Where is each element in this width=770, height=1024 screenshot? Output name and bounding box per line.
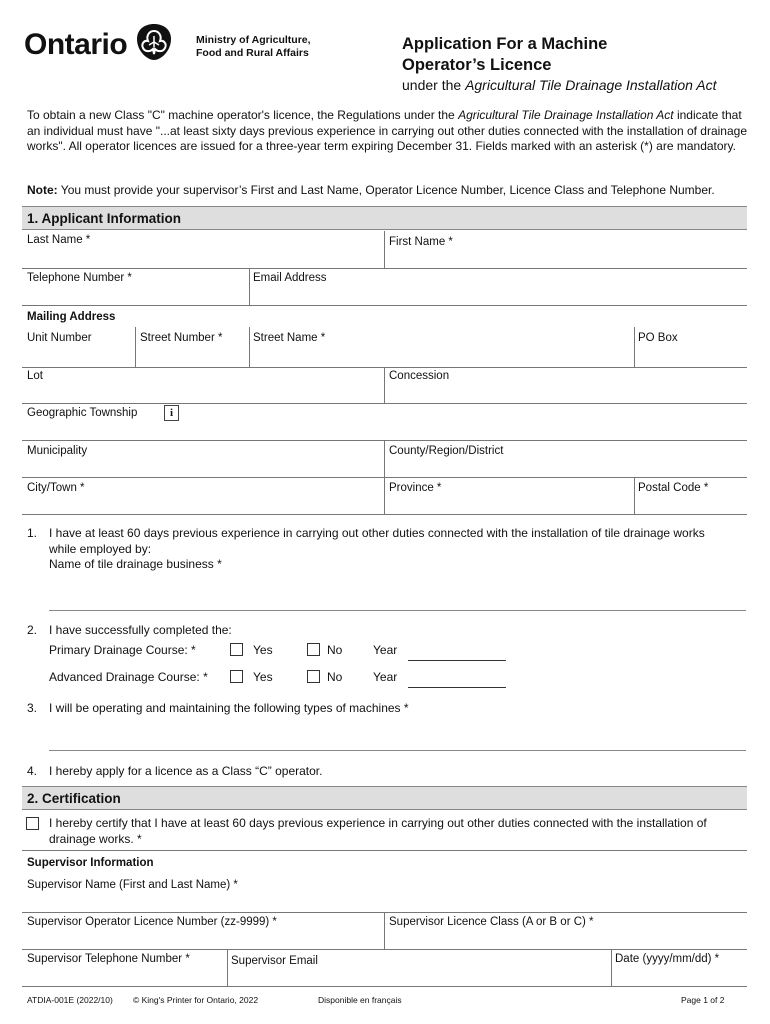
lot-label: Lot <box>27 370 43 382</box>
info-icon[interactable]: i <box>164 405 179 421</box>
first-name-label: First Name * <box>389 236 453 248</box>
telephone-field[interactable] <box>27 286 245 304</box>
supervisor-information-heading: Supervisor Information <box>27 857 154 869</box>
ontario-logo-text: Ontario <box>24 28 128 61</box>
divider <box>611 949 612 986</box>
primary-year-label: Year <box>373 643 398 657</box>
divider <box>384 231 385 269</box>
supervisor-email-field[interactable] <box>231 968 607 985</box>
concession-label: Concession <box>389 370 450 382</box>
primary-no-label: No <box>327 643 343 657</box>
province-label: Province * <box>389 482 442 494</box>
section-applicant-information: 1. Applicant Information <box>22 206 747 230</box>
unit-number-field[interactable] <box>27 347 131 365</box>
question-4-number: 4. <box>27 764 38 778</box>
advanced-course-label: Advanced Drainage Course: * <box>49 670 208 684</box>
divider <box>249 327 250 367</box>
street-number-label: Street Number * <box>140 332 223 344</box>
trillium-logo-icon <box>136 23 172 61</box>
divider <box>22 268 747 269</box>
supervisor-email-label: Supervisor Email <box>231 955 318 967</box>
advanced-year-label: Year <box>373 670 398 684</box>
last-name-label: Last Name * <box>27 234 91 246</box>
postal-code-field[interactable] <box>638 496 744 513</box>
concession-field[interactable] <box>389 384 744 402</box>
supervisor-licence-class-field[interactable] <box>389 931 744 948</box>
unit-number-label: Unit Number <box>27 332 92 344</box>
geographic-township-label: Geographic Township <box>27 407 138 419</box>
question-3-text: I will be operating and maintaining the following types of machines * <box>49 701 409 715</box>
divider <box>384 912 385 949</box>
divider <box>634 477 635 514</box>
divider <box>22 305 747 306</box>
underline <box>49 610 746 611</box>
primary-yes-label: Yes <box>253 643 273 657</box>
divider <box>249 268 250 305</box>
certify-checkbox[interactable] <box>26 817 39 830</box>
form-title: Application For a Machine Operator’s Licence <box>402 35 608 74</box>
underline <box>408 660 506 661</box>
city-town-label: City/Town * <box>27 482 85 494</box>
certify-statement: I hereby certify that I have at least 60 days previous experience in carrying out other duties connected with the installation of drainage works. * <box>49 816 707 846</box>
postal-code-label: Postal Code * <box>638 482 709 494</box>
primary-yes-checkbox[interactable] <box>230 643 243 656</box>
underline <box>408 687 506 688</box>
mailing-address-heading: Mailing Address <box>27 311 116 323</box>
copyright: © King's Printer for Ontario, 2022 <box>133 995 259 1005</box>
question-1-number: 1. <box>27 526 38 540</box>
supervisor-telephone-label: Supervisor Telephone Number * <box>27 953 190 965</box>
advanced-no-checkbox[interactable] <box>307 670 320 683</box>
supervisor-telephone-field[interactable] <box>27 968 223 985</box>
divider <box>384 367 385 403</box>
first-name-field[interactable] <box>389 249 744 267</box>
geographic-township-field[interactable] <box>190 406 744 436</box>
supervisor-licence-class-label: Supervisor Licence Class (A or B or C) * <box>389 916 594 928</box>
primary-no-checkbox[interactable] <box>307 643 320 656</box>
advanced-yes-checkbox[interactable] <box>230 670 243 683</box>
primary-year-field[interactable] <box>408 642 505 659</box>
po-box-field[interactable] <box>638 347 744 365</box>
question-2-text: I have successfully completed the: <box>49 623 232 637</box>
divider <box>384 440 385 477</box>
question-2-number: 2. <box>27 623 38 637</box>
last-name-field[interactable] <box>27 247 379 267</box>
county-region-district-field[interactable] <box>389 459 744 477</box>
ministry-name: Ministry of Agriculture, Food and Rural Affairs <box>196 34 311 59</box>
divider <box>22 986 747 987</box>
divider <box>22 514 747 515</box>
supervisor-licence-number-field[interactable] <box>27 931 379 948</box>
intro-paragraph: To obtain a new Class "C" machine operator's licence, the Regulations under the Agricultural Tile Drainage Installation Act indicate that an individual must have "...at least sixty days previous experience in carrying out other duties connected with the installation of drainage works". All operator licences are issued for a three-year term expiring December 31. Fields marked with an asterisk (*) are mandatory. <box>27 108 747 153</box>
machine-types-field[interactable] <box>49 720 744 748</box>
divider <box>634 327 635 367</box>
supervisor-licence-number-label: Supervisor Operator Licence Number (zz-9999) * <box>27 916 277 928</box>
supervisor-name-label: Supervisor Name (First and Last Name) * <box>27 879 238 891</box>
divider <box>22 850 747 851</box>
primary-course-label: Primary Drainage Course: * <box>49 643 196 657</box>
telephone-label: Telephone Number * <box>27 272 132 284</box>
divider <box>22 949 747 950</box>
question-4-text: I hereby apply for a licence as a Class “C” operator. <box>49 764 323 778</box>
question-3-number: 3. <box>27 701 38 715</box>
province-field[interactable] <box>389 496 629 513</box>
lot-field[interactable] <box>27 384 379 402</box>
street-number-field[interactable] <box>140 347 245 365</box>
supervisor-name-field[interactable] <box>27 893 744 911</box>
municipality-field[interactable] <box>27 459 379 477</box>
municipality-label: Municipality <box>27 445 88 457</box>
advanced-no-label: No <box>327 670 343 684</box>
advanced-year-field[interactable] <box>408 669 505 686</box>
street-name-label: Street Name * <box>253 332 326 344</box>
divider <box>227 949 228 986</box>
county-region-district-label: County/Region/District <box>389 445 504 457</box>
french-available-link[interactable]: Disponible en français <box>318 995 402 1005</box>
date-label: Date (yyyy/mm/dd) * <box>615 953 720 965</box>
email-field[interactable] <box>253 286 743 304</box>
divider <box>22 403 747 404</box>
advanced-yes-label: Yes <box>253 670 273 684</box>
form-id: ATDIA-001E (2022/10) <box>27 995 113 1005</box>
page-number: Page 1 of 2 <box>681 995 725 1005</box>
form-subtitle: under the Agricultural Tile Drainage Installation Act <box>402 77 717 93</box>
city-town-field[interactable] <box>27 496 379 513</box>
supervisor-note: Note: You must provide your supervisor’s First and Last Name, Operator Licence Number, Licence Class and Telephone Number. <box>27 183 715 197</box>
po-box-label: PO Box <box>638 332 678 344</box>
tile-drainage-business-field[interactable] <box>49 588 744 608</box>
street-name-field[interactable] <box>253 347 630 365</box>
divider <box>384 477 385 514</box>
date-field[interactable] <box>615 968 744 985</box>
divider <box>135 327 136 367</box>
section-certification: 2. Certification <box>22 786 747 810</box>
underline <box>49 750 746 751</box>
email-label: Email Address <box>253 272 327 284</box>
question-1-text: I have at least 60 days previous experience in carrying out other duties connected with the installation of tile drainage works while employed by: Name of tile drainage business * <box>49 526 705 571</box>
